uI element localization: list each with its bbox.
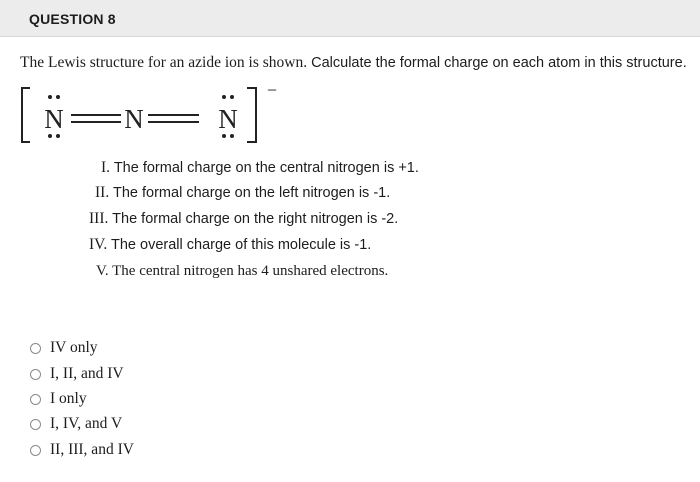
statement-2 <box>95 184 390 202</box>
statement-1 <box>101 159 419 177</box>
statement-2-text: The formal charge on the left nitrogen is -1. <box>112 185 391 201</box>
answer-option-4[interactable] <box>30 414 122 434</box>
radio-button[interactable] <box>30 343 41 354</box>
answer-option-1[interactable] <box>30 338 98 358</box>
statement-3-text: The formal charge on the right nitrogen is -2. <box>112 211 399 227</box>
statement-4-number: IV. <box>89 236 108 253</box>
statement-1-number: I. <box>101 159 111 176</box>
radio-button[interactable] <box>30 419 41 430</box>
statement-5-number: V. <box>96 263 109 279</box>
statement-4 <box>89 236 371 254</box>
statement-2-number: II. <box>95 184 110 201</box>
statement-3 <box>89 210 398 228</box>
right-bracket <box>247 88 256 142</box>
statement-3-number: III. <box>89 210 109 227</box>
radio-button[interactable] <box>30 394 41 405</box>
answer-option-3-label[interactable]: I only <box>50 390 87 407</box>
atom-left-n: N <box>44 104 64 134</box>
statement-1-text: The formal charge on the central nitrogen is +1. <box>113 160 419 176</box>
question-title: QUESTION 8 <box>29 11 116 27</box>
statement-5 <box>96 263 388 280</box>
answer-option-5-label[interactable]: II, III, and IV <box>50 441 134 458</box>
statement-4-text: The overall charge of this molecule is -1. <box>111 237 372 253</box>
lewis-structure-image <box>14 80 284 148</box>
prompt-part2: Calculate the formal charge on each atom in this structure. <box>311 55 687 71</box>
answer-option-3[interactable] <box>30 389 87 409</box>
question-prompt <box>20 54 687 72</box>
answer-option-4-label[interactable]: I, IV, and V <box>50 415 123 432</box>
radio-button[interactable] <box>30 369 41 380</box>
atom-right-n: N <box>218 104 238 134</box>
answer-option-2-label[interactable]: I, II, and IV <box>50 365 124 382</box>
ion-charge: − <box>266 80 278 100</box>
prompt-part1: The Lewis structure for an azide ion is shown. <box>20 54 308 71</box>
statement-5-text: The central nitrogen has 4 unshared electrons. <box>112 263 389 279</box>
answer-option-2[interactable] <box>30 364 124 384</box>
answer-option-1-label[interactable]: IV only <box>50 339 98 356</box>
answer-option-5[interactable] <box>30 440 134 460</box>
question-header <box>0 0 700 37</box>
left-bracket <box>22 88 30 142</box>
radio-button[interactable] <box>30 445 41 456</box>
atom-central-n: N <box>124 104 144 134</box>
